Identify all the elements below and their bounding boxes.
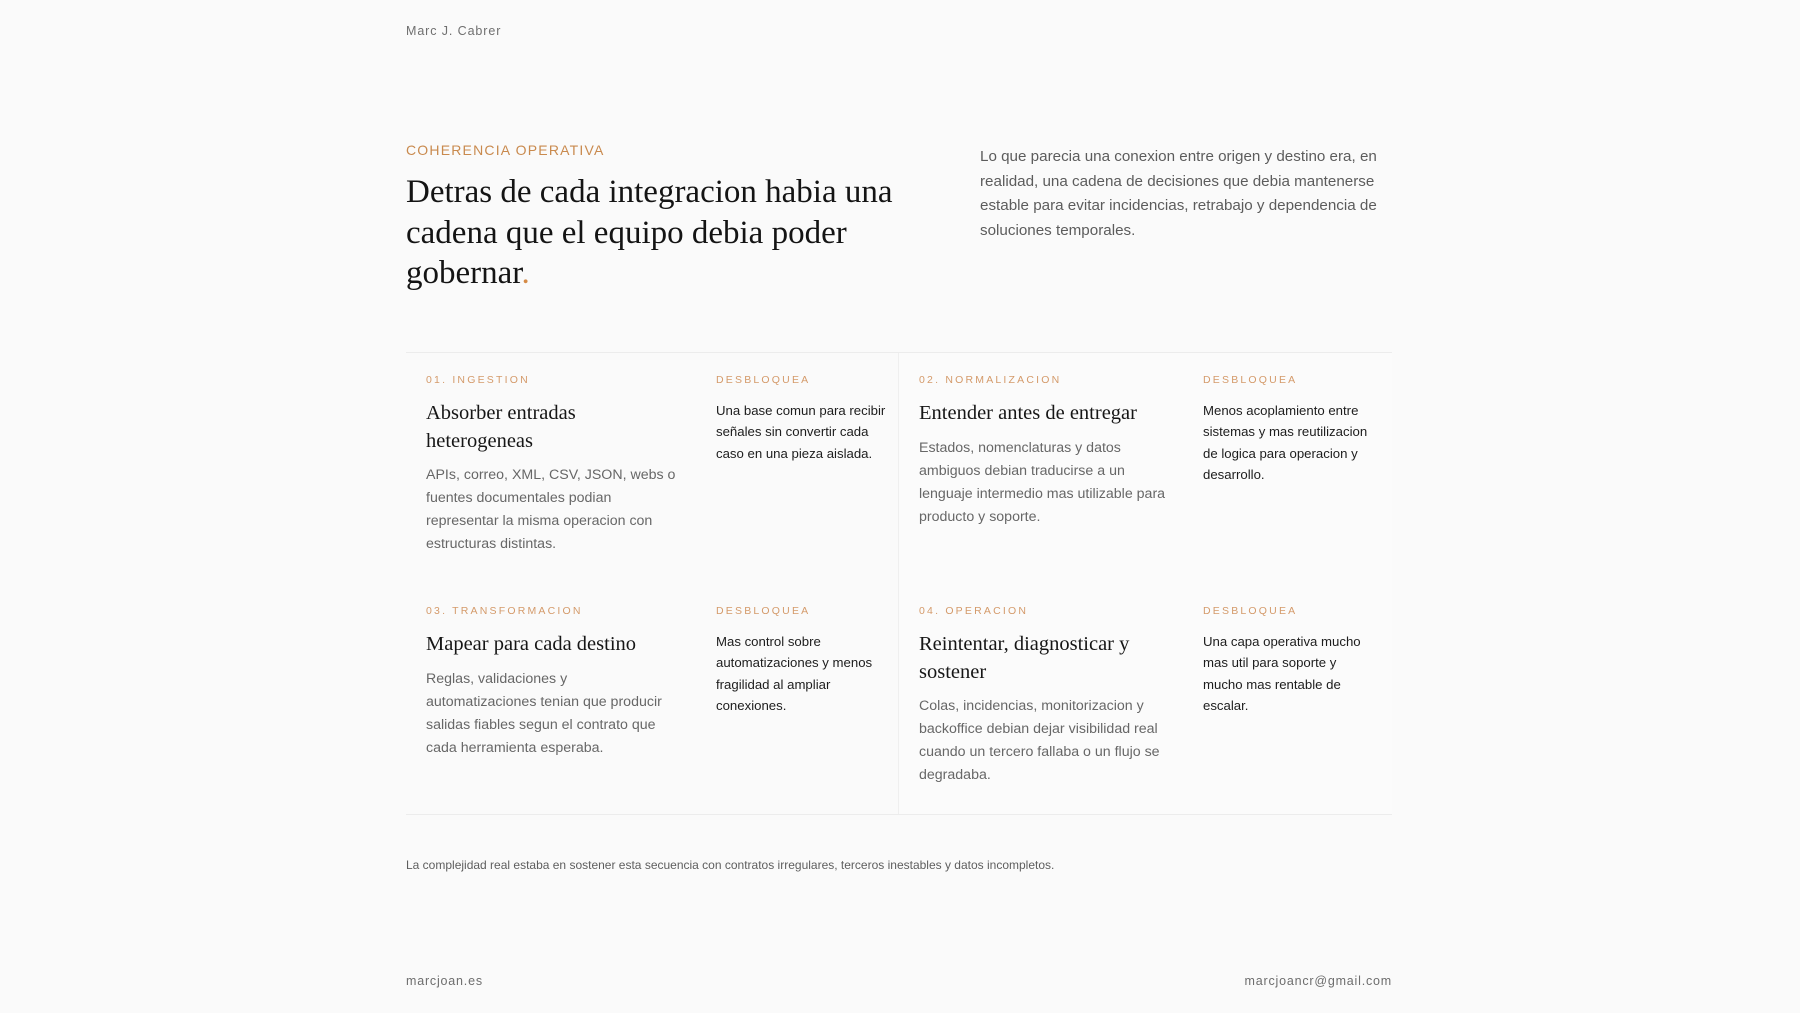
step-title: Mapear para cada destino [426, 633, 637, 655]
email-link[interactable]: marcjoancr@gmail.com [1244, 974, 1392, 988]
step-description: Estados, nomenclaturas y datos ambiguos debian traducirse a un lenguaje intermedio mas utilizable para producto y soporte. [919, 439, 1166, 525]
step-main [426, 604, 676, 760]
step-unlock [1203, 604, 1373, 716]
step-description: Reglas, validaciones y automatizaciones tenian que producir salidas fiables segun el contrato que cada herramienta esperaba. [426, 670, 662, 756]
section-headline [406, 172, 926, 294]
section-footnote: La complejidad real estaba en sostener esta secuencia con contratos irregulares, terceros inestables y datos incompletos. [406, 858, 1055, 872]
unlock-label: DESBLOQUEA [1203, 374, 1298, 386]
step-description: APIs, correo, XML, CSV, JSON, webs o fuentes documentales podian representar la misma operacion con estructuras distintas. [426, 467, 676, 552]
unlock-label: DESBLOQUEA [716, 605, 811, 617]
step-main [919, 604, 1169, 787]
unlock-text: Mas control sobre automatizaciones y menos fragilidad al ampliar conexiones. [716, 634, 873, 713]
unlock-label: DESBLOQUEA [716, 374, 811, 386]
steps-column-left [406, 353, 899, 814]
step-label: 01. INGESTION [426, 374, 530, 386]
step-unlock [1203, 373, 1373, 485]
step-main [426, 373, 676, 556]
headline-accent-dot: . [521, 255, 530, 291]
step-description: Colas, incidencias, monitorizacion y backoffice debian dejar visibilidad real cuando un tercero fallaba o un flujo se degradaba. [919, 698, 1160, 783]
step-title: Reintentar, diagnosticar y sostener [919, 633, 1130, 683]
step-label: 02. NORMALIZACION [919, 374, 1062, 386]
unlock-text: Una base comun para recibir señales sin convertir cada caso en una pieza aislada. [716, 403, 886, 461]
brand-name[interactable]: Marc J. Cabrer [406, 24, 502, 38]
step-title: Entender antes de entregar [919, 402, 1137, 424]
step-title: Absorber entradas heterogeneas [426, 402, 576, 452]
website-link[interactable]: marcjoan.es [406, 974, 483, 988]
step-main [919, 373, 1169, 529]
section-eyebrow: COHERENCIA OPERATIVA [406, 142, 605, 158]
step-label: 03. TRANSFORMACION [426, 605, 583, 617]
headline-text: Detras de cada integracion habia una cadena que el equipo debia poder gobernar [406, 174, 893, 291]
step-label: 04. OPERACION [919, 605, 1029, 617]
unlock-label: DESBLOQUEA [1203, 605, 1298, 617]
page [406, 0, 1392, 1013]
steps-grid [406, 352, 1392, 815]
step-unlock [716, 604, 886, 716]
unlock-text: Menos acoplamiento entre sistemas y mas reutilizacion de logica para operacion y desarrollo. [1203, 403, 1368, 482]
section-lede: Lo que parecia una conexion entre origen y destino era, en realidad, una cadena de decisiones que debia mantenerse estable para evitar incidencias, retrabajo y dependencia de soluciones temporales. [980, 148, 1377, 239]
steps-column-right [899, 353, 1392, 814]
step-unlock [716, 373, 886, 464]
unlock-text: Una capa operativa mucho mas util para soporte y mucho mas rentable de escalar. [1203, 634, 1361, 713]
